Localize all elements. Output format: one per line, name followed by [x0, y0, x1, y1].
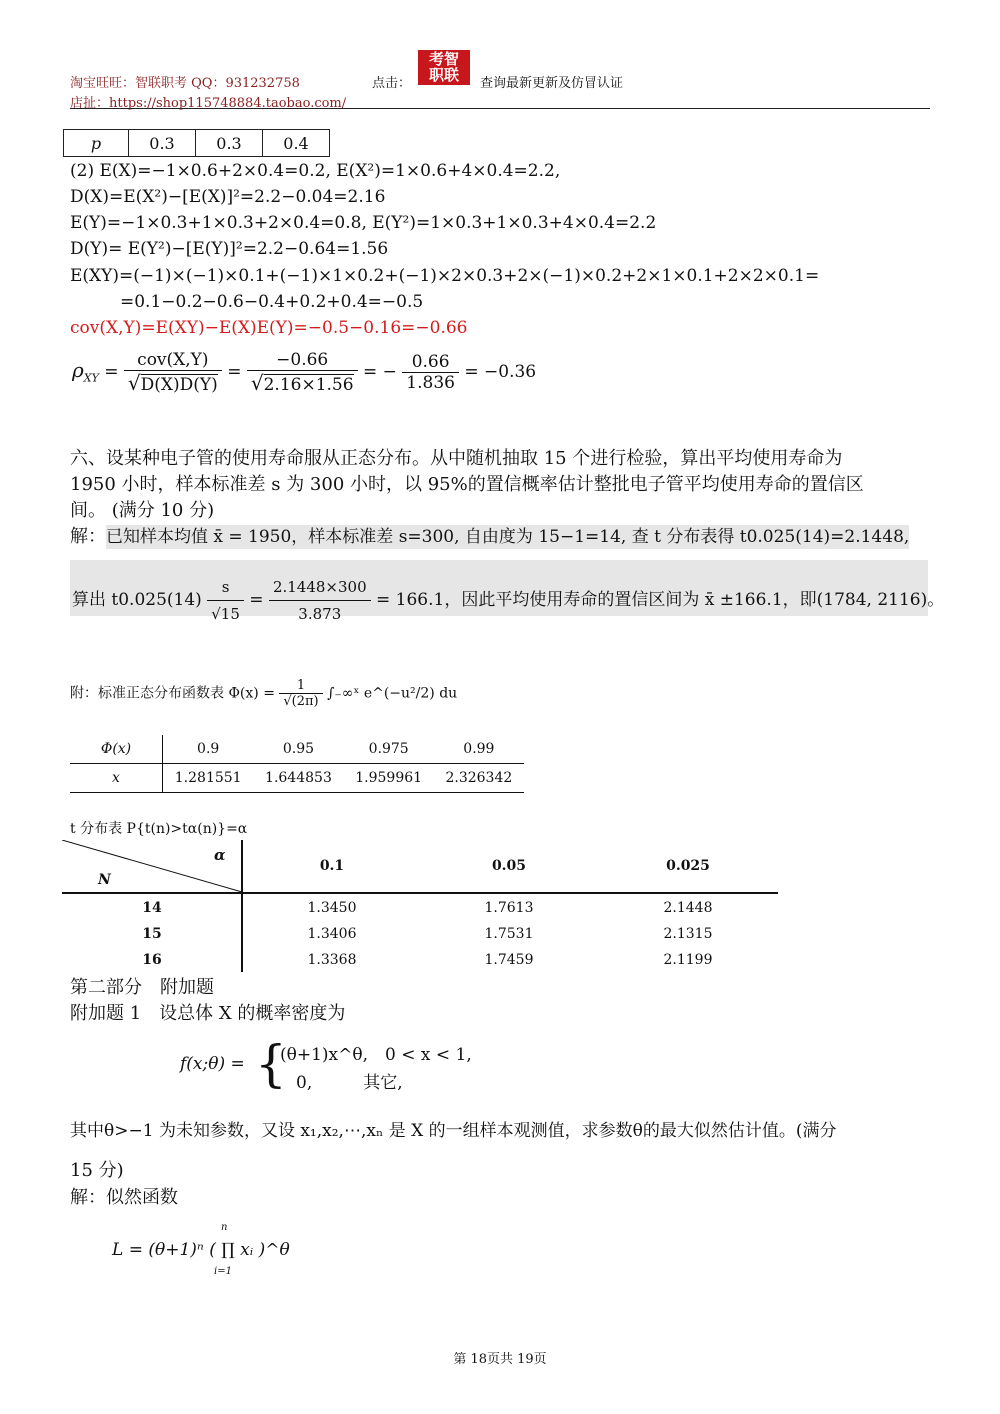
fraction-numerator: −0.66 — [247, 350, 358, 371]
density-lhs: f(x;θ) = — [180, 1054, 245, 1074]
header-verify-link[interactable]: 查询最新更新及仿冒认证 — [480, 76, 624, 91]
row-n: 14 — [142, 900, 162, 916]
table-cell: 2.1199 — [663, 952, 713, 968]
fraction-numerator: cov(X,Y) — [124, 350, 222, 371]
fraction-denominator: 3.873 — [298, 605, 342, 623]
header-divider — [70, 108, 930, 109]
table-cell: 1.7531 — [484, 926, 534, 942]
fraction-denominator: 2.16×1.56 — [263, 375, 354, 395]
fraction-denominator: √(2π) — [283, 694, 319, 709]
table-cell: 0.99 — [463, 741, 495, 757]
fraction-denominator: √15 — [211, 605, 240, 623]
table-cell: 1.959961 — [355, 770, 423, 786]
rho-symbol: ρ — [72, 358, 84, 382]
t-table-caption: t 分布表 P{t(n)>tα(n)}=α — [70, 821, 248, 837]
sol2-prefix: 算出 t0.025(14) — [72, 590, 202, 610]
t-distribution-table — [62, 840, 778, 972]
solution-highlight: 已知样本均值 x̄ = 1950，样本标准差 s=300, 自由度为 15−1=14, 查 t 分布表得 t0.025(14)=2.1448, — [106, 527, 910, 547]
part2-text: 15 分) — [70, 1160, 124, 1181]
correlation-formula: $\rho_{XY}$ = $\frac{\text{cov(X,Y)}}{√D(X)D(Y)}$ = $\frac{-0.66}{√2.16\times 1.56}$ = − $\frac{0.66}{1.836}$ = −0.36 — [72, 350, 537, 395]
header-contact: 淘宝旺旺：智联职考 QQ：931232758 — [70, 76, 300, 91]
fraction-values: $\frac{-0.66}{√2.16\times 1.56}$ — [247, 350, 358, 395]
table-cell: 1.3450 — [307, 900, 357, 916]
probability-table — [63, 129, 330, 157]
table-cell: 1.3406 — [307, 926, 357, 942]
table-cell: 0.975 — [368, 741, 409, 757]
caption-integral: ∫₋∞ˣ e^(−u²/2) du — [327, 685, 458, 702]
alpha-header: 0.025 — [666, 858, 710, 874]
table-cell: 2.1315 — [663, 926, 713, 942]
problem6-line: 1950 小时，样本标准差 s 为 300 小时，以 95%的置信概率估计整批电子管平均使用寿命的置信区 — [70, 474, 864, 495]
corner-alpha: α — [214, 846, 226, 864]
row-label: x — [70, 764, 163, 793]
brand-logo[interactable] — [418, 50, 470, 85]
rho-result: = −0.36 — [464, 362, 537, 382]
logo-text-top: 考智 — [428, 50, 459, 68]
table-cell: 1.644853 — [265, 770, 332, 786]
logo-text-bottom: 职联 — [428, 66, 459, 84]
solution-line: E(Y)=−1×0.3+1×0.3+2×0.4=0.8, E(Y²)=1×0.3+1×0.3+4×0.4=2.2 — [70, 213, 657, 233]
fraction-numerator: 0.66 — [402, 352, 459, 373]
part2-solution: 解：似然函数 — [70, 1187, 178, 1208]
table-cell: 1.7459 — [484, 952, 534, 968]
prob-cell: 0.3 — [129, 130, 196, 157]
alpha-header: 0.05 — [491, 858, 527, 874]
solution-line: E(XY)=(−1)×(−1)×0.1+(−1)×1×0.2+(−1)×2×0.3+2×(−1)×0.2+2×1×0.1+2×2×0.1= — [70, 266, 820, 286]
rho-subscript: XY — [83, 371, 99, 385]
fraction-denominator: 1.836 — [406, 373, 455, 393]
table-cell: 1.3368 — [307, 952, 357, 968]
fraction-numerator: s — [207, 574, 244, 601]
corner-n: N — [98, 872, 111, 888]
solution-line: D(Y)= E(Y²)−[E(Y)]²=2.2−0.64=1.56 — [70, 239, 389, 259]
fraction-denominator: D(X)D(Y) — [140, 375, 218, 395]
likelihood-expression: L = (θ+1)ⁿ ( ∏ xᵢ )^θ — [112, 1240, 290, 1260]
likelihood-formula — [112, 1222, 312, 1282]
header-click-label: 点击： — [372, 76, 412, 91]
left-brace: { — [255, 1035, 287, 1093]
fraction-cov: $\frac{\text{cov(X,Y)}}{√D(X)D(Y)}$ — [124, 350, 222, 395]
part2-text: 其中θ>−1 为未知参数，又设 x₁,x₂,⋯,xₙ 是 X 的一组样本观测值，求参数θ的最大似然估计值。(满分 — [70, 1121, 837, 1141]
covariance-line: cov(X,Y)=E(XY)−E(X)E(Y)=−0.5−0.16=−0.66 — [70, 318, 468, 338]
row-n: 16 — [142, 952, 162, 968]
solution-line: (2) E(X)=−1×0.6+2×0.4=0.2, E(X²)=1×0.6+4×0.4=2.2, — [70, 161, 561, 181]
problem6-line: 六、设某种电子管的使用寿命服从正态分布。从中随机抽取 15 个进行检验，算出平均使用寿命为 — [70, 448, 843, 469]
table-cell: 0.9 — [197, 741, 220, 757]
problem6-solution — [70, 524, 909, 550]
row-n: 15 — [142, 926, 162, 942]
fraction-s-sqrt — [207, 574, 244, 627]
normal-distribution-table — [70, 735, 524, 793]
case-line: (θ+1)x^θ, 0 < x < 1, — [280, 1045, 472, 1065]
caption-text: 附：标准正态分布函数表 Φ(x) = — [70, 685, 275, 702]
solution-line: =0.1−0.2−0.6−0.4+0.2+0.4=−0.5 — [120, 292, 424, 312]
alpha-header: 0.1 — [319, 858, 345, 874]
prob-label: p — [64, 130, 129, 157]
table-cell: 1.281551 — [174, 770, 242, 786]
prob-cell: 0.3 — [196, 130, 263, 157]
part2-question: 附加题 1 设总体 X 的概率密度为 — [70, 1003, 346, 1024]
solution-label: 解： — [70, 526, 106, 547]
density-function — [180, 1035, 480, 1098]
fraction-numerator: 2.1448×300 — [269, 574, 371, 601]
table-cell: 2.326342 — [445, 770, 513, 786]
normal-table-caption — [70, 678, 457, 709]
table-cell: 1.7613 — [484, 900, 534, 916]
product-upper: n — [221, 1222, 228, 1233]
sol2-suffix: = 166.1，因此平均使用寿命的置信区间为 x̄ ±166.1，即(1784, 2116)。 — [376, 590, 945, 610]
problem6-solution-2: 算出 t0.025(14) $\frac{s}{√15}$ = $\frac{2.1448\times 300}{3.873}$ = 166.1，因此平均使用寿命的置信区间为 x̄ ±166.1，即(1784, 2116)。 — [70, 560, 928, 616]
fraction-simplified — [402, 352, 459, 393]
part2-title: 第二部分 附加题 — [70, 977, 214, 998]
fraction-numerator: 1 — [279, 678, 322, 694]
row-label: Φ(x) — [70, 735, 163, 764]
table-cell: 2.1448 — [663, 900, 713, 916]
page-footer: 第 18页共 19页 — [453, 1352, 547, 1367]
solution-line: D(X)=E(X²)−[E(X)]²=2.2−0.04=2.16 — [70, 187, 386, 207]
caption-fraction — [279, 678, 322, 709]
table-cell: 0.95 — [282, 741, 315, 757]
equals-negative: = − — [362, 362, 397, 382]
fraction-calc — [269, 574, 371, 627]
case-line: 0, 其它, — [296, 1073, 403, 1093]
product-lower: i=1 — [214, 1266, 232, 1277]
prob-cell: 0.4 — [263, 130, 330, 157]
problem6-line: 间。 (满分 10 分) — [70, 500, 215, 521]
header-shop-link[interactable]: 店扯：https://shop115748884.taobao.com/ — [70, 96, 347, 111]
